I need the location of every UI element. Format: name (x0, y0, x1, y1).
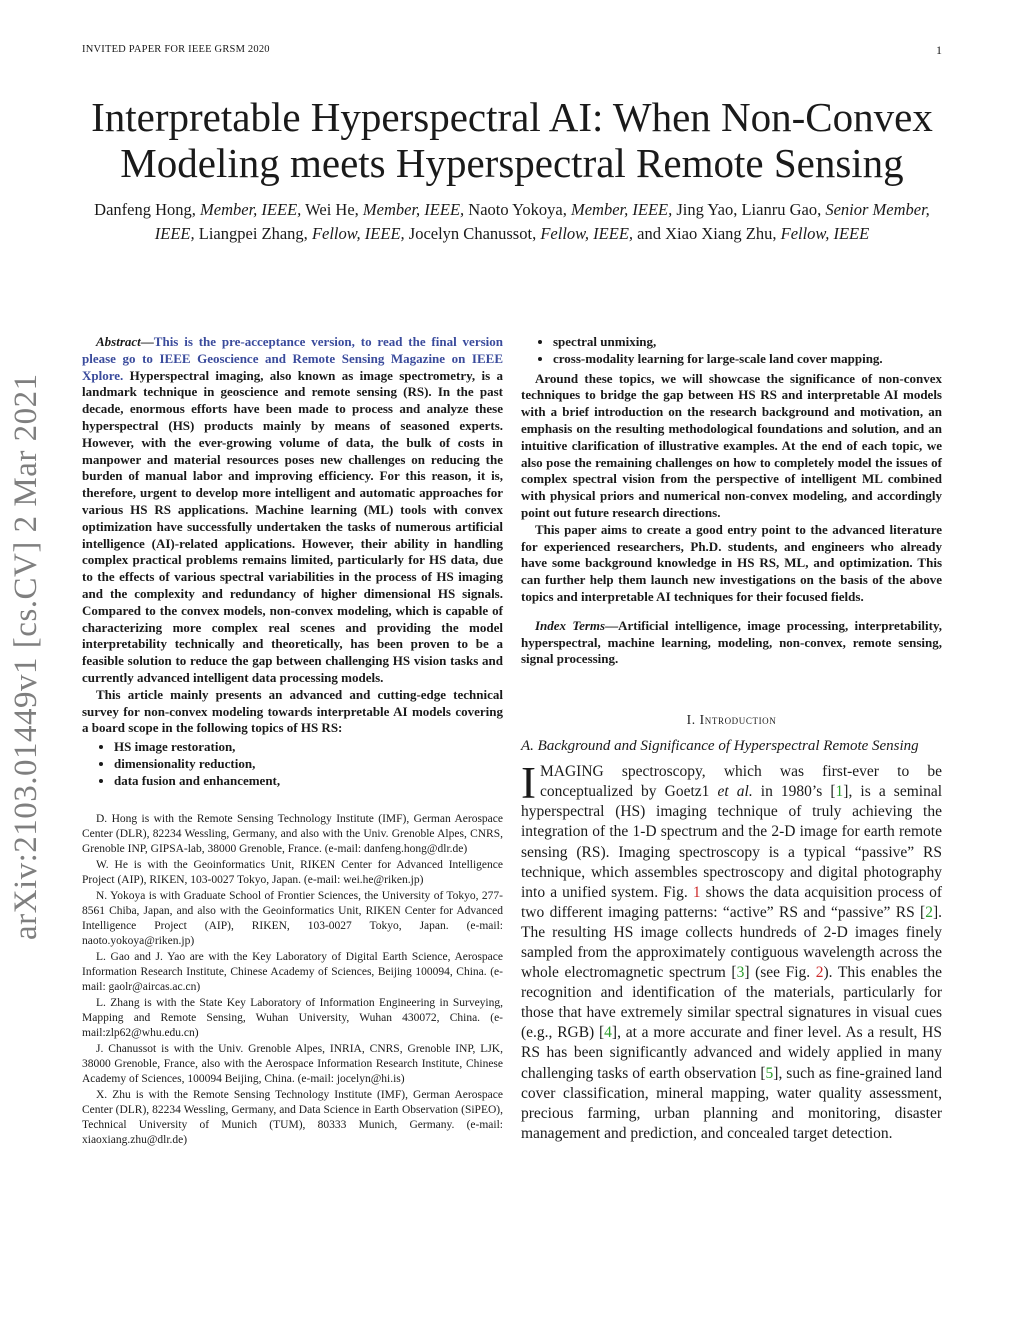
author-list (80, 198, 944, 245)
affiliation-note: J. Chanussot is with the Univ. Grenoble Alpes, INRIA, CNRS, Grenoble INP, LJK, 38000 Grenoble, France, also with the Aerospace Information Research Institute, Chinese Academy of Sciences, 100094 Beijing, China. (e-mail: jocelyn@hi.is) (82, 1042, 503, 1085)
affiliation-note: L. Gao and J. Yao are with the Key Laboratory of Digital Earth Science, Aerospace Information Research Institute, Chinese Academy of Sciences, Beijing 100094, China. (e-mail: gaolr@aircas.ac.cn) (82, 950, 503, 993)
title-line-1: Interpretable Hyperspectral AI: When Non-Convex (91, 94, 933, 140)
right-column (521, 334, 942, 1144)
author-role: Member, IEEE, (570, 200, 673, 219)
intro-paragraph (521, 758, 943, 1144)
author-role: Fellow, IEEE, (311, 223, 405, 243)
index-terms-dash: — (605, 617, 619, 633)
author-role: Senior Member, IEEE, (154, 200, 930, 243)
citation-link[interactable]: 5 (765, 1064, 774, 1082)
author-name: Liangpei Zhang, (198, 223, 308, 243)
running-title: INVITED PAPER FOR IEEE GRSM 2020 (82, 44, 270, 55)
text-run: MAGING spectroscopy, which was first-ever to be conceptualized by Goetz1 (540, 763, 942, 801)
text-run: ] (see Fig. (744, 964, 816, 982)
list-item: • cross-modality learning for large-scale land cover mapping. (553, 351, 942, 368)
author-role: Fellow, IEEE (780, 223, 870, 243)
left-column (82, 334, 503, 1149)
abstract-continued (521, 371, 942, 606)
affiliation-note: W. He is with the Geoinformatics Unit, RIKEN Center for Advanced Intelligence Project (AIP), RIKEN, 103-0027 Tokyo, Japan. (e-mail: wei.he@riken.jp) (82, 858, 503, 886)
list-item: • data fusion and enhancement, (114, 773, 503, 790)
arxiv-stamp: arXiv:2103.01449v1 [cs.CV] 2 Mar 2021 (8, 373, 44, 940)
author-role: Fellow, IEEE, (540, 223, 634, 243)
drop-cap: I (521, 758, 536, 809)
author-name: Jocelyn Chanussot, (408, 223, 537, 243)
index-terms-text: Artificial intelligence, image processing, interpretability, hyperspectral, machine learning, modeling, non-convex, remote sensing, signal processing. (521, 617, 942, 667)
section-title: Introduction (699, 712, 777, 728)
list-item: • spectral unmixing, (553, 334, 942, 351)
index-terms-label: Index Terms (535, 617, 606, 633)
affiliation-footnotes (82, 812, 503, 1148)
list-item: • dimensionality reduction, (114, 756, 503, 773)
abstract-paragraph-3: Around these topics, we will showcase the significance of non-convex techniques to bridge the gap between HS RS and interpretable AI models with a brief introduction on the research background and motivation, an emphasis on the resulting methodological foundations and solution, and an intuitive clarification of illustrative examples. At the end of each topic, we also pose the remaining challenges on how to completely model the issues of complex spectral vision from the perspective of intelligent ML combined with physical priors and numerical non-convex modeling, and accordingly point out future research directions. (521, 370, 942, 520)
abstract (82, 334, 503, 737)
figure-link[interactable]: 2 (815, 964, 824, 982)
text-run: ). This enables the recognition and identification of the materials, particularly for those that have extremely similar spectral signatures in visual cues (e.g., RGB) [ (521, 964, 942, 1042)
topic-list-right (521, 334, 942, 368)
author-name: Jing Yao, Lianru Gao, (676, 200, 822, 219)
affiliation-note: X. Zhu is with the Remote Sensing Technology Institute (IMF), German Aerospace Center (DLR), 82234 Wessling, Germany, and Data Science in Earth Observation (SiPEO), Technical University of Munich (TUM), 80333 Munich, Germany. (e-mail: xiaoxiang.zhu@dlr.de) (82, 1088, 503, 1146)
author-name: Wei He, (305, 200, 359, 219)
paper-title (40, 94, 984, 186)
subsection-heading: A. Background and Significance of Hyperspectral Remote Sensing (521, 738, 919, 755)
author-name: Naoto Yokoya, (468, 200, 567, 219)
abstract-dash: — (140, 334, 154, 349)
abstract-paragraph-2: This article mainly presents an advanced and cutting-edge technical survey for non-convex modeling towards interpretable AI models covering a board scope in the following topics of HS RS: (82, 686, 503, 736)
author-name: and Xiao Xiang Zhu, (637, 223, 777, 243)
text-run: ], such as fine-grained land cover classification, mineral mapping, water quality assessment, precious farming, urban planning and monitoring, disaster management and prediction, and concealed target detection. (521, 1064, 942, 1142)
citation-link[interactable]: 1 (835, 783, 844, 801)
text-run: in 1980’s [ (752, 783, 836, 801)
citation-link[interactable]: 4 (604, 1024, 612, 1042)
citation-link[interactable]: 3 (736, 964, 745, 982)
section-heading (521, 712, 942, 728)
list-item: • HS image restoration, (114, 739, 503, 756)
abstract-label: Abstract (96, 334, 141, 349)
author-name: Danfeng Hong, (94, 200, 196, 219)
section-number: I. (686, 712, 696, 728)
author-role: Member, IEEE, (200, 200, 302, 219)
index-terms (521, 618, 942, 668)
topic-list-left (82, 739, 503, 789)
final-version-link[interactable]: This is the pre-acceptance version, to read the final version please go to IEEE Geoscience and Remote Sensing Magazine on IEEE Xplore. (82, 334, 503, 383)
affiliation-note: D. Hong is with the Remote Sensing Technology Institute (IMF), German Aerospace Center (DLR), 82234 Wessling, Germany, and also with the Univ. Grenoble Alpes, CNRS, Grenoble INP, GIPSA-lab, 38000 Grenoble, France. (e-mail: danfeng.hong@dlr.de) (82, 812, 503, 855)
abstract-text: Hyperspectral imaging, also known as image spectrometry, is a landmark technique in geoscience and remote sensing (RS). In the past decade, enormous efforts have been made to process and analyze these hyperspectral (HS) products mainly by means of seasoned experts. However, with the ever-growing volume of data, the bulk of costs in manpower and material resources poses new challenges on reducing the burden of manual labor and improving efficiency. For this reason, it is, therefore, urgent to develop more intelligent and automatic approaches for various HS RS applications. Machine learning (ML) tools with convex optimization have successfully undertaken the tasks of numerous artificial intelligence (AI)-related applications. However, their ability in handling complex practical problems remains limited, particularly for HS data, due to the effects of various spectral variabilities in the process of HS imaging and the complexity and redundancy of higher dimensional HS signals. Compared to the convex models, non-convex modeling, which is capable of characterizing more complex real scenes and providing the model interpretability technically and theoretically, has been proven to be a feasible solution to reduce the gap between challenging HS vision tasks and currently advanced intelligent data processing models. (82, 367, 503, 685)
text-run: shows the data acquisition process of two different imaging patterns: “active” RS and “passive” RS [ (521, 883, 942, 921)
affiliation-note: N. Yokoya is with Graduate School of Frontier Sciences, the University of Tokyo, 277-8561 Chiba, Japan, and also with the Geoinformatics Unit, RIKEN Center for Advanced Intelligence Project (AIP), RIKEN, 103-0027 Tokyo, Japan. (e-mail: naoto.yokoya@riken.jp) (82, 889, 503, 947)
text-run: ]. The resulting HS image collects hundreds of 2-D images finely sampled from the approximately contiguous wavelength across the whole electromagnetic spectrum [ (521, 903, 942, 982)
text-run: ], is a seminal hyperspectral (HS) imaging technique of truly achieving the integration of the 1-D spectrum and the 2-D image for earth remote sensing (RS). Imaging spectroscopy is a typical “passive” RS technique, which assembles spectroscopy and digital photography into a unified system. Fig. (521, 783, 943, 901)
author-role: Member, IEEE, (362, 200, 465, 219)
text-run: ], at a more accurate and finer level. As a result, HS RS has been significantly advanced and widely applied in many challenging tasks of earth observation [ (521, 1024, 942, 1082)
figure-link[interactable]: 1 (692, 883, 701, 901)
citation-link[interactable]: 2 (925, 903, 933, 921)
text-run: et al. (717, 783, 753, 801)
page-number: 1 (936, 43, 943, 57)
title-line-2: Modeling meets Hyperspectral Remote Sensing (120, 140, 904, 186)
affiliation-note: L. Zhang is with the State Key Laboratory of Information Engineering in Surveying, Mapping and Remote Sensing, Wuhan University, Wuhan 430072, China. (e-mail:zlp62@whu.edu.cn) (82, 996, 503, 1039)
abstract-paragraph-4: This paper aims to create a good entry point to the advanced literature for experienced researchers, Ph.D. students, and engineers who already have some background knowledge in HS RS, ML, and optimization. This can further help them launch new investigations on the basis of the above topics and interpretable AI techniques for their focused fields. (521, 521, 942, 604)
